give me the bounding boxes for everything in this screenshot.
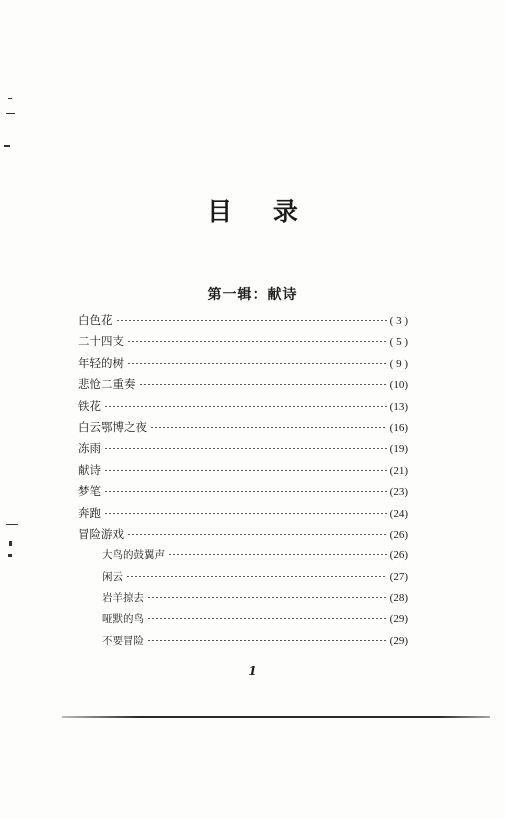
toc-entry[interactable] — [78, 376, 408, 397]
page-number: 1 — [248, 664, 257, 678]
toc-entry-page: (29) — [389, 613, 408, 626]
dot-leader — [104, 406, 387, 407]
dot-leader — [147, 618, 387, 619]
toc-entry-title: 献诗 — [78, 462, 101, 477]
toc-entry-page: (26) — [389, 549, 408, 562]
toc-entry-page: (29) — [389, 634, 408, 647]
dot-leader — [104, 491, 387, 492]
dot-leader — [168, 554, 387, 555]
toc-entry-title: 梦笔 — [78, 484, 101, 499]
toc-entry-title: 大鸟的鼓翼声 — [102, 549, 165, 562]
toc-sub-entry[interactable] — [78, 590, 408, 611]
toc-entry-title: 岩羊掠去 — [102, 592, 144, 605]
toc-entry[interactable] — [78, 333, 408, 354]
toc-entry-page: (27) — [389, 570, 408, 583]
toc-entry-page: (13) — [389, 400, 408, 413]
toc-entry[interactable] — [78, 312, 408, 333]
toc-entry[interactable] — [78, 526, 408, 547]
toc-entry-page: (19) — [389, 443, 408, 456]
dot-leader — [116, 320, 387, 321]
dot-leader — [127, 363, 387, 364]
toc-entry-page: (21) — [389, 464, 408, 477]
toc-entry-title: 冻雨 — [78, 441, 101, 456]
toc-entry-page: (23) — [389, 486, 408, 499]
toc-entry[interactable] — [78, 462, 408, 483]
dot-leader — [104, 470, 387, 471]
toc-entry-title: 闲云 — [102, 570, 123, 583]
scan-mark — [9, 541, 12, 546]
dot-leader — [147, 597, 387, 598]
toc-entry-page: (16) — [389, 421, 408, 434]
toc-entry[interactable] — [78, 419, 408, 440]
dot-leader — [104, 513, 387, 514]
dot-leader — [127, 341, 387, 342]
table-of-contents — [78, 312, 408, 654]
toc-entry-title: 奔跑 — [78, 505, 101, 520]
toc-entry-page: (10) — [389, 379, 408, 392]
toc-sub-entry[interactable] — [78, 569, 408, 590]
dot-leader — [150, 427, 387, 428]
toc-entry-page: ( 9 ) — [389, 357, 408, 370]
toc-entry-page: ( 3 ) — [389, 315, 408, 327]
scan-mark — [6, 113, 15, 114]
toc-entry[interactable] — [78, 505, 408, 526]
toc-entry-title: 二十四支 — [78, 334, 124, 349]
toc-entry-title: 铁花 — [78, 398, 101, 413]
section-title: 第一辑：献诗 — [207, 287, 298, 303]
toc-entry-page: (26) — [389, 528, 408, 541]
scan-mark — [6, 524, 18, 525]
toc-sub-entry[interactable] — [78, 633, 408, 654]
toc-entry[interactable] — [78, 355, 408, 376]
toc-sub-entry[interactable] — [78, 547, 408, 568]
dot-leader — [139, 384, 387, 385]
dot-leader — [126, 576, 387, 577]
toc-sub-entry[interactable] — [78, 611, 408, 632]
toc-entry-title: 冒险游戏 — [78, 526, 124, 541]
toc-entry-title: 白云鄂博之夜 — [78, 419, 147, 434]
divider — [62, 716, 490, 718]
toc-entry-title: 哑默的鸟 — [102, 613, 144, 626]
toc-entry-page: ( 5 ) — [389, 336, 408, 349]
toc-entry[interactable] — [78, 483, 408, 504]
toc-entry-title: 白色花 — [78, 313, 113, 327]
toc-entry-page: (24) — [389, 507, 408, 520]
toc-entry-page: (28) — [389, 592, 408, 605]
dot-leader — [104, 448, 387, 449]
toc-entry-title: 悲怆二重奏 — [78, 377, 136, 392]
toc-entry-title: 年轻的树 — [78, 355, 124, 370]
toc-entry[interactable] — [78, 398, 408, 419]
toc-entry[interactable] — [78, 440, 408, 461]
scan-mark — [4, 145, 10, 147]
toc-entry-title: 不要冒险 — [102, 634, 144, 647]
page-title: 目 录 — [207, 197, 314, 226]
scan-mark — [8, 98, 12, 99]
dot-leader — [127, 534, 387, 535]
scan-mark — [8, 554, 12, 557]
dot-leader — [147, 640, 387, 641]
